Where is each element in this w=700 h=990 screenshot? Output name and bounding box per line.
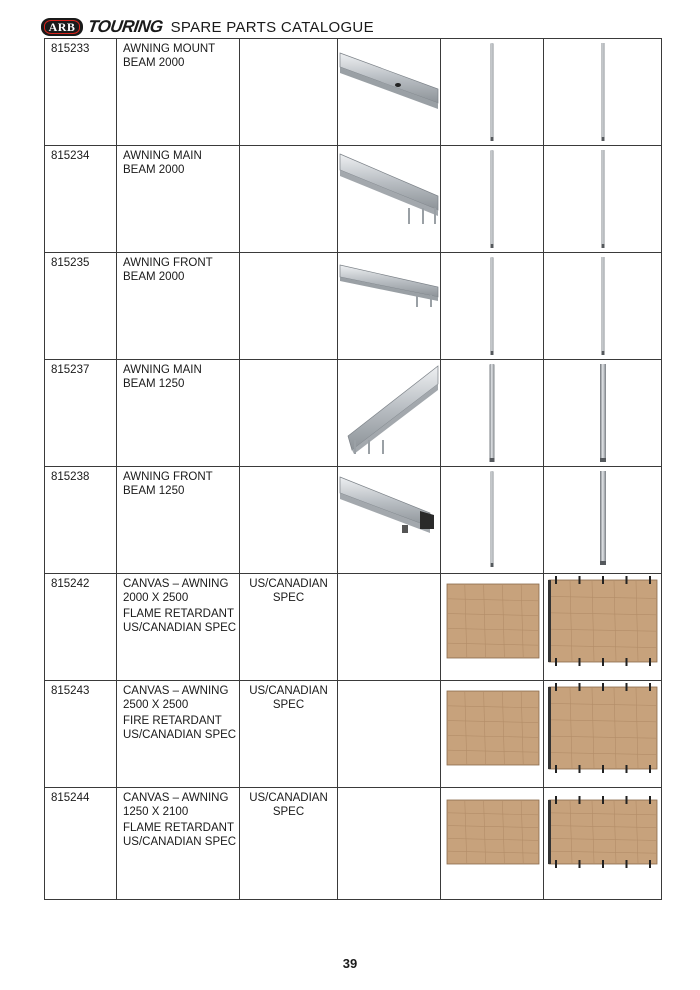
pole-photo bbox=[598, 364, 608, 462]
side-image-cell bbox=[441, 146, 544, 253]
spec-cell bbox=[240, 681, 338, 788]
arb-logo: ARB bbox=[41, 18, 83, 36]
table-row bbox=[45, 467, 662, 574]
profile-image-cell bbox=[338, 39, 441, 146]
spec-cell bbox=[240, 360, 338, 467]
table-row bbox=[45, 253, 662, 360]
side-image-cell bbox=[441, 39, 544, 146]
note-line: US/CANADIAN SPEC bbox=[123, 835, 237, 848]
catalogue-title: SPARE PARTS CATALOGUE bbox=[170, 18, 374, 36]
profile-image-cell bbox=[338, 146, 441, 253]
side-image-cell bbox=[441, 360, 544, 467]
spec-line: US/CANADIAN bbox=[249, 685, 328, 697]
pole-photo bbox=[599, 257, 606, 355]
description-line: CANVAS – AWNING bbox=[123, 685, 229, 697]
spec-line: US/CANADIAN bbox=[249, 578, 328, 590]
note-line: FLAME RETARDANT bbox=[123, 608, 234, 620]
profile-image-cell bbox=[338, 253, 441, 360]
part-description bbox=[117, 681, 240, 788]
canvas-photo bbox=[548, 683, 658, 773]
description-note bbox=[123, 822, 239, 849]
beam-photo bbox=[338, 253, 440, 358]
pole-photo bbox=[599, 43, 606, 141]
profile-image-cell bbox=[338, 467, 441, 574]
beam-photo bbox=[338, 360, 440, 465]
table-row bbox=[45, 39, 662, 146]
part-number: 815242 bbox=[45, 574, 117, 681]
front-image-cell bbox=[544, 681, 662, 788]
table-row bbox=[45, 574, 662, 681]
description-line: BEAM 2000 bbox=[123, 56, 185, 69]
canvas-photo bbox=[446, 796, 540, 868]
beam-photo bbox=[338, 146, 440, 251]
part-number: 815234 bbox=[45, 146, 117, 253]
part-description bbox=[117, 146, 240, 253]
pole-photo bbox=[489, 43, 496, 141]
part-number: 815244 bbox=[45, 788, 117, 900]
note-line: US/CANADIAN SPEC bbox=[123, 728, 237, 741]
description-note bbox=[123, 715, 239, 742]
canvas-photo bbox=[548, 796, 658, 868]
spec-cell bbox=[240, 788, 338, 900]
page-number: 39 bbox=[342, 956, 358, 971]
profile-image-cell bbox=[338, 681, 441, 788]
spec-cell bbox=[240, 39, 338, 146]
front-image-cell bbox=[544, 146, 662, 253]
part-number: 815238 bbox=[45, 467, 117, 574]
front-image-cell bbox=[544, 360, 662, 467]
part-number: 815233 bbox=[45, 39, 117, 146]
description-line: CANVAS – AWNING bbox=[123, 578, 229, 590]
side-image-cell bbox=[441, 467, 544, 574]
catalogue-header bbox=[41, 16, 374, 38]
table-row bbox=[45, 360, 662, 467]
note-line: US/CANADIAN SPEC bbox=[123, 621, 237, 634]
front-image-cell bbox=[544, 788, 662, 900]
spec-cell bbox=[240, 574, 338, 681]
side-image-cell bbox=[441, 681, 544, 788]
part-description bbox=[117, 253, 240, 360]
description-line: AWNING FRONT bbox=[123, 257, 213, 269]
side-image-cell bbox=[441, 788, 544, 900]
front-image-cell bbox=[544, 39, 662, 146]
pole-photo bbox=[489, 150, 496, 248]
pole-photo bbox=[598, 471, 608, 565]
part-description bbox=[117, 788, 240, 900]
spec-cell bbox=[240, 253, 338, 360]
part-description bbox=[117, 39, 240, 146]
part-description bbox=[117, 574, 240, 681]
table-row bbox=[45, 788, 662, 900]
spec-cell bbox=[240, 146, 338, 253]
description-line: AWNING MAIN bbox=[123, 364, 202, 376]
table-row bbox=[45, 146, 662, 253]
spec-line: SPEC bbox=[272, 698, 305, 711]
spec-line: US/CANADIAN bbox=[249, 792, 328, 804]
front-image-cell bbox=[544, 574, 662, 681]
beam-photo bbox=[338, 39, 440, 144]
profile-image-cell bbox=[338, 788, 441, 900]
side-image-cell bbox=[441, 253, 544, 360]
description-line: BEAM 1250 bbox=[123, 377, 185, 390]
description-line: 2500 X 2500 bbox=[123, 698, 189, 711]
description-line: 1250 X 2100 bbox=[123, 805, 189, 818]
description-line: AWNING FRONT bbox=[123, 471, 213, 483]
profile-image-cell bbox=[338, 360, 441, 467]
canvas-photo bbox=[446, 580, 540, 662]
pole-photo bbox=[489, 471, 496, 567]
spec-line: SPEC bbox=[272, 591, 305, 604]
note-line: FLAME RETARDANT bbox=[123, 822, 234, 834]
parts-table bbox=[44, 38, 662, 900]
spec-line: SPEC bbox=[272, 805, 305, 818]
note-line: FIRE RETARDANT bbox=[123, 715, 222, 727]
canvas-photo bbox=[446, 687, 540, 769]
part-description bbox=[117, 467, 240, 574]
profile-image-cell bbox=[338, 574, 441, 681]
touring-logo: TOURING bbox=[86, 17, 164, 36]
description-line: CANVAS – AWNING bbox=[123, 792, 229, 804]
part-number: 815243 bbox=[45, 681, 117, 788]
description-line: BEAM 2000 bbox=[123, 270, 185, 283]
part-description bbox=[117, 360, 240, 467]
part-number: 815237 bbox=[45, 360, 117, 467]
canvas-photo bbox=[548, 576, 658, 666]
description-line: AWNING MAIN bbox=[123, 150, 202, 162]
description-note bbox=[123, 608, 239, 635]
pole-photo bbox=[599, 150, 606, 248]
beam-photo bbox=[338, 467, 440, 572]
description-line: AWNING MOUNT bbox=[123, 43, 216, 55]
table-row bbox=[45, 681, 662, 788]
part-number: 815235 bbox=[45, 253, 117, 360]
pole-photo bbox=[489, 257, 496, 355]
description-line: BEAM 2000 bbox=[123, 163, 185, 176]
pole-photo bbox=[488, 364, 497, 462]
side-image-cell bbox=[441, 574, 544, 681]
spec-cell bbox=[240, 467, 338, 574]
front-image-cell bbox=[544, 253, 662, 360]
front-image-cell bbox=[544, 467, 662, 574]
description-line: BEAM 1250 bbox=[123, 484, 185, 497]
description-line: 2000 X 2500 bbox=[123, 591, 189, 604]
